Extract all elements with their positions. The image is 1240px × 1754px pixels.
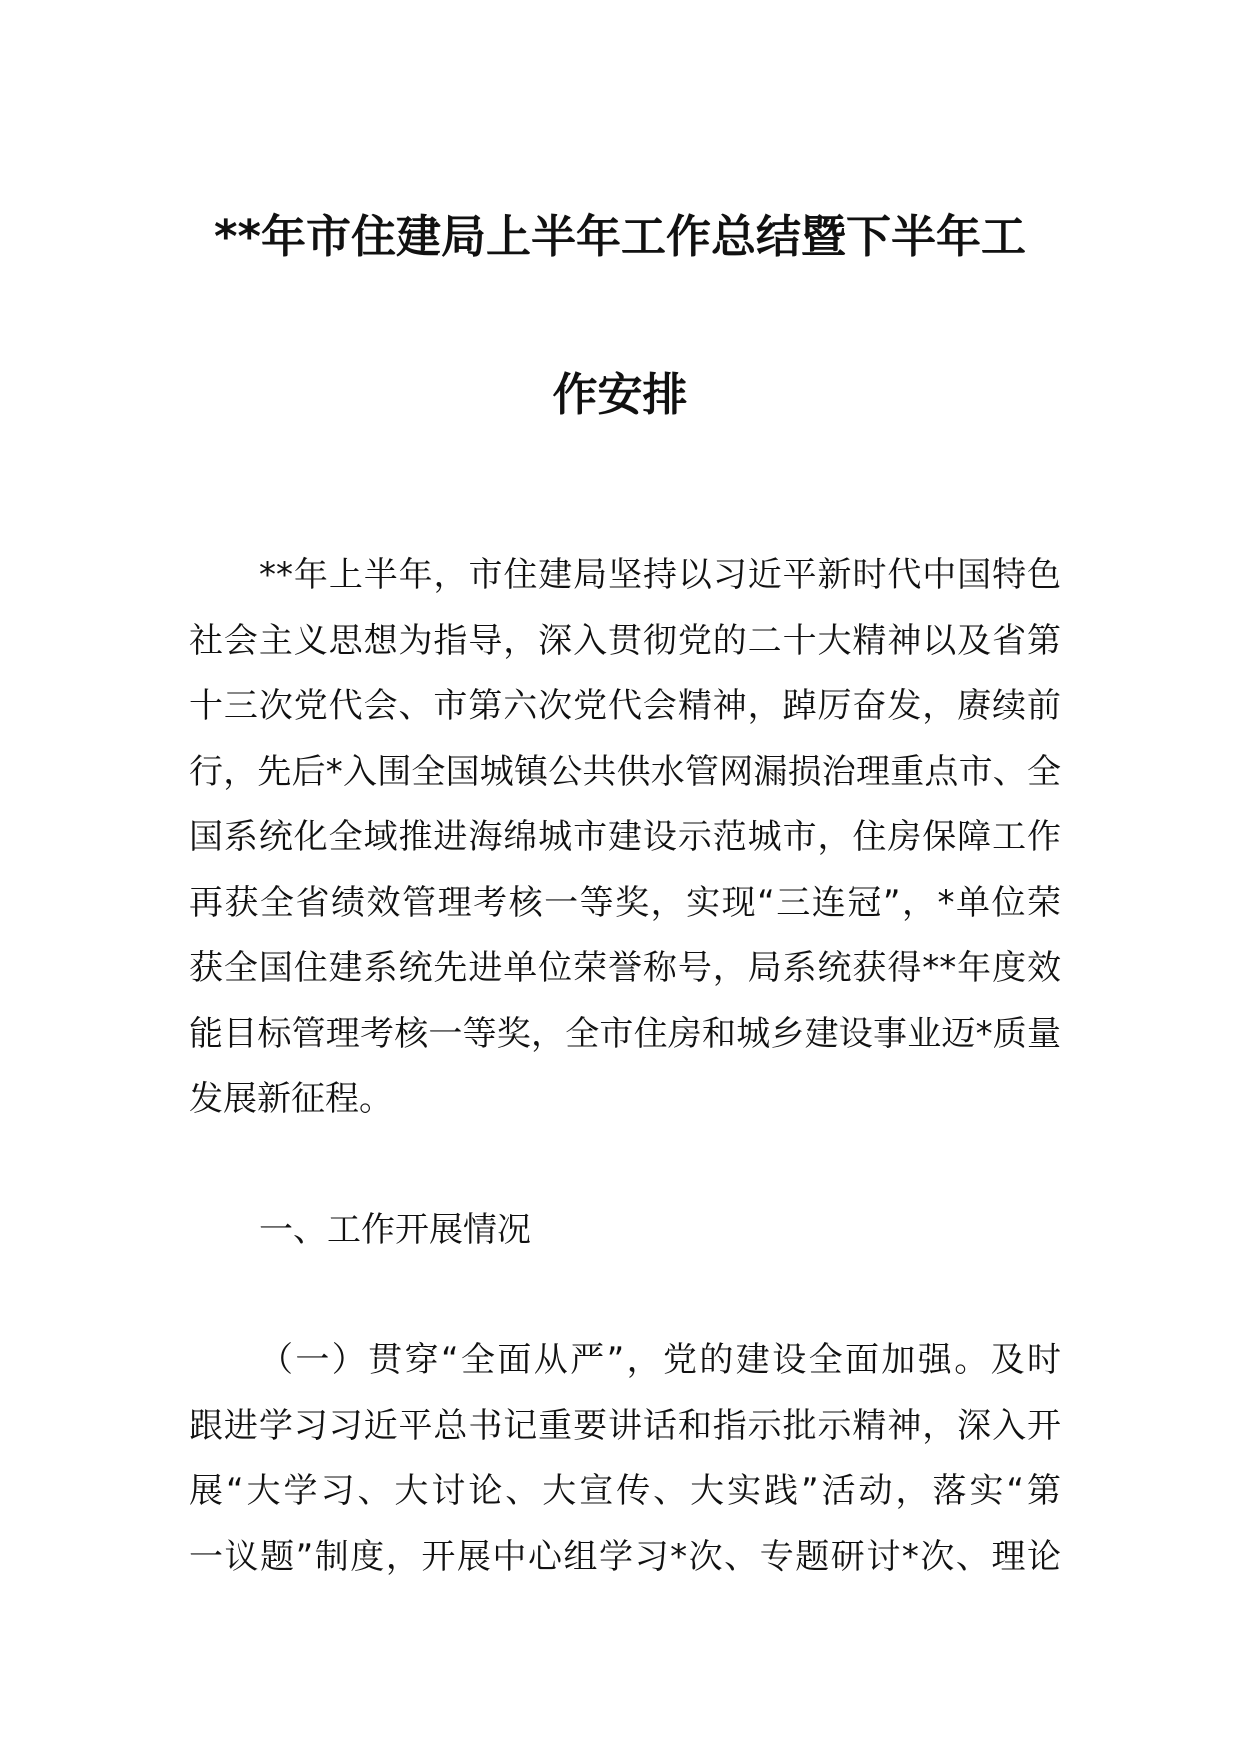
text-line: 国系统化全域推进海绵城市建设示范城市，住房保障工作	[189, 817, 1061, 857]
paragraph-intro	[189, 543, 1061, 1133]
text-line: 跟进学习习近平总书记重要讲话和指示批示精神，深入开	[189, 1405, 1061, 1446]
section-heading-block	[189, 1198, 1061, 1264]
text-line: 展“大学习、大讨论、大宣传、大实践”活动，落实“第	[189, 1471, 1061, 1511]
text-line: 再获全省绩效管理考核一等奖，实现“三连冠”，*单位荣	[189, 882, 1061, 923]
text-line: 能目标管理考核一等奖，全市住房和城乡建设事业迈*质量	[189, 1013, 1061, 1054]
text-line: 十三次党代会、市第六次党代会精神，踔厉奋发，赓续前	[189, 686, 1061, 726]
section-heading: 一、工作开展情况	[259, 1210, 531, 1250]
text-line: 发展新征程。	[189, 1079, 393, 1119]
text-line: 行，先后*入围全国城镇公共供水管网漏损治理重点市、全	[189, 751, 1061, 792]
text-line: 社会主义思想为指导，深入贯彻党的二十大精神以及省第	[189, 620, 1061, 661]
text-line: 获全国住建系统先进单位荣誉称号，局系统获得**年度效	[189, 948, 1061, 988]
document-title-line-2: 作安排	[552, 368, 688, 421]
paragraph-party-building	[189, 1328, 1061, 1590]
text-line: 一议题”制度，开展中心组学习*次、专题研讨*次、理论	[189, 1536, 1061, 1577]
text-line: （一）贯穿“全面从严”，党的建设全面加强。及时	[259, 1340, 1061, 1380]
document-title-line-1: **年市住建局上半年工作总结暨下半年工	[213, 210, 1027, 263]
text-line: **年上半年，市住建局坚持以习近平新时代中国特色	[259, 555, 1061, 595]
